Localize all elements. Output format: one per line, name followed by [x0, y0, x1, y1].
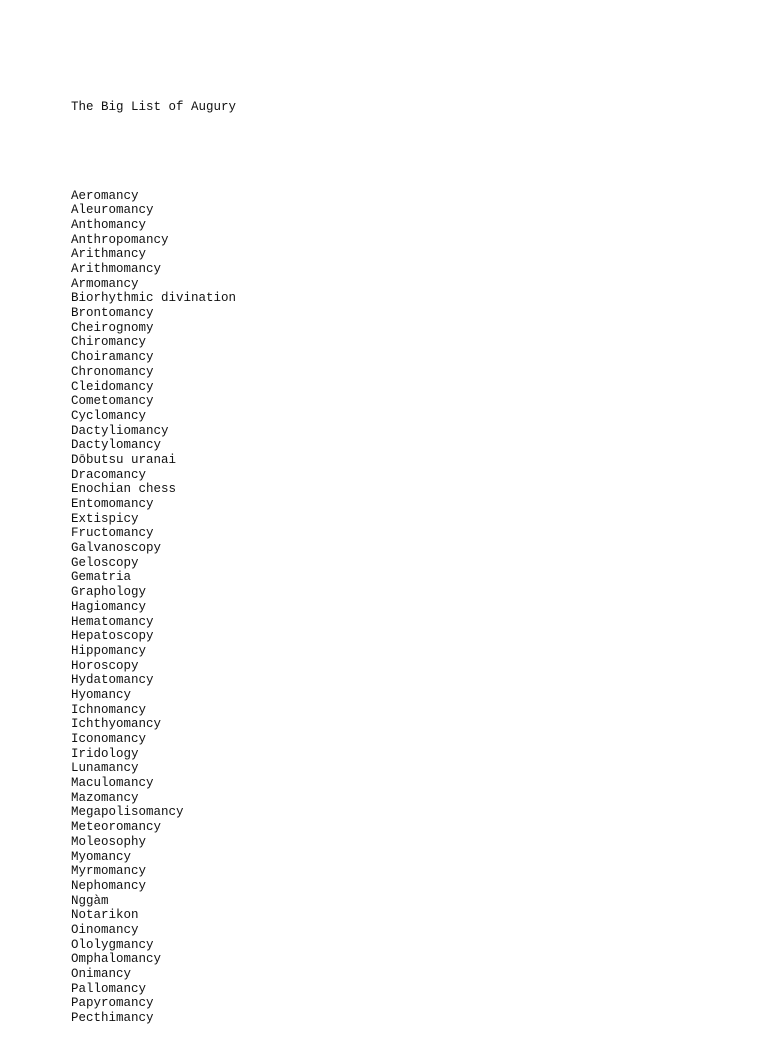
list-item: Lunamancy — [71, 761, 139, 776]
list-item: Cometomancy — [71, 394, 154, 409]
list-item: Choiramancy — [71, 350, 154, 365]
list-item: Extispicy — [71, 511, 139, 526]
document-body — [71, 71, 236, 1055]
list-item: Gematria — [71, 570, 132, 585]
list-item: Chronomancy — [71, 364, 154, 379]
list-item: Pecthimancy — [71, 1011, 154, 1026]
list-item: Ichthyomancy — [71, 717, 162, 732]
list-item: Biorhythmic divination — [71, 291, 237, 306]
list-item: Cleidomancy — [71, 379, 154, 394]
list-item: Aleuromancy — [71, 203, 154, 218]
list-item: Moleosophy — [71, 834, 147, 849]
augury-term-list — [71, 189, 236, 1026]
list-item: Onimancy — [71, 967, 132, 982]
list-item: Mazomancy — [71, 790, 139, 805]
list-item: Hematomancy — [71, 614, 154, 629]
list-item: Anthropomancy — [71, 232, 169, 247]
list-item: Hyomancy — [71, 687, 132, 702]
list-item: Maculomancy — [71, 776, 154, 791]
list-item: Cyclomancy — [71, 408, 147, 423]
list-item: Nggàm — [71, 893, 109, 908]
list-item: Oinomancy — [71, 922, 139, 937]
list-item: Geloscopy — [71, 555, 139, 570]
document-title: The Big List of Augury — [71, 100, 237, 115]
list-item: Myomancy — [71, 849, 132, 864]
list-item: Enochian chess — [71, 482, 177, 497]
list-item: Dracomancy — [71, 467, 147, 482]
list-item: Iconomancy — [71, 732, 147, 747]
list-item: Dōbutsu uranai — [71, 452, 177, 467]
list-item: Hepatoscopy — [71, 629, 154, 644]
list-item: Graphology — [71, 585, 147, 600]
list-item: Brontomancy — [71, 306, 154, 321]
list-item: Dactylomancy — [71, 438, 162, 453]
list-item: Hagiomancy — [71, 599, 147, 614]
list-item: Ololygmancy — [71, 937, 154, 952]
list-item: Myrmomancy — [71, 864, 147, 879]
blank-line — [71, 145, 236, 160]
list-item: Aeromancy — [71, 188, 139, 203]
list-item: Pallomancy — [71, 981, 147, 996]
list-item: Megapolisomancy — [71, 805, 184, 820]
list-item: Notarikon — [71, 908, 139, 923]
list-item: Cheirognomy — [71, 320, 154, 335]
list-item: Anthomancy — [71, 217, 147, 232]
list-item: Omphalomancy — [71, 952, 162, 967]
list-item: Nephomancy — [71, 878, 147, 893]
list-item: Iridology — [71, 746, 139, 761]
list-item: Fructomancy — [71, 526, 154, 541]
list-item: Hydatomancy — [71, 673, 154, 688]
list-item: Arithmomancy — [71, 262, 162, 277]
list-item: Hippomancy — [71, 643, 147, 658]
list-item: Armomancy — [71, 276, 139, 291]
list-item: Papyromancy — [71, 996, 154, 1011]
list-item: Galvanoscopy — [71, 541, 162, 556]
list-item: Arithmancy — [71, 247, 147, 262]
list-item: Chiromancy — [71, 335, 147, 350]
list-item: Meteoromancy — [71, 820, 162, 835]
list-item: Horoscopy — [71, 658, 139, 673]
list-item: Entomomancy — [71, 497, 154, 512]
list-item: Dactyliomancy — [71, 423, 169, 438]
list-item: Ichnomancy — [71, 702, 147, 717]
